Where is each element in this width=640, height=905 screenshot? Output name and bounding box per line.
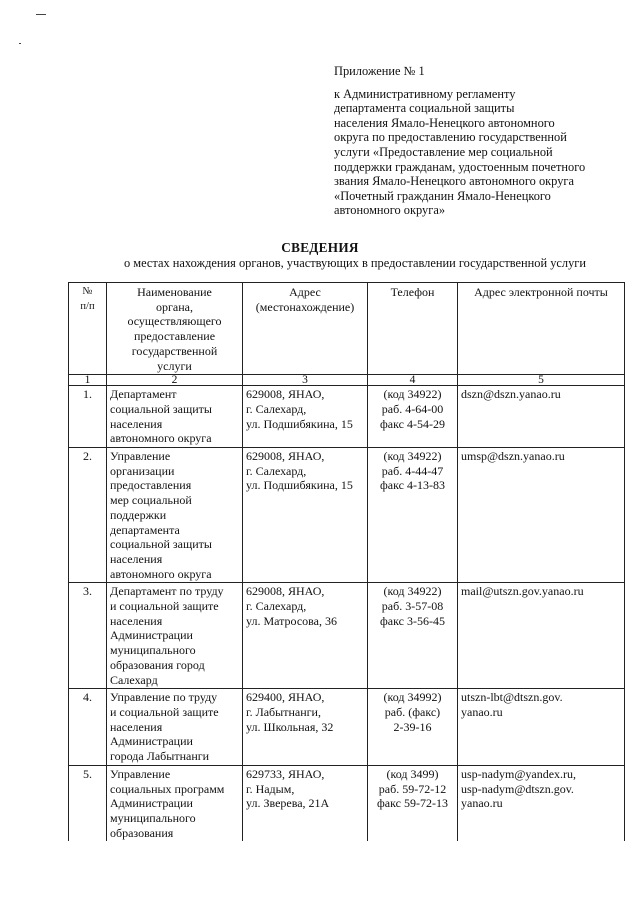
organ-address-line: ул. Школьная, 32 — [246, 719, 334, 734]
organ-phone-line: (код 34922) — [383, 449, 442, 464]
organ-name-line: населения — [110, 719, 163, 734]
organ-email — [458, 765, 625, 841]
table-row — [69, 386, 625, 448]
table-row — [69, 583, 625, 689]
header-line: услуги — [157, 358, 192, 373]
organ-name — [107, 583, 243, 689]
organ-email — [458, 386, 625, 448]
organ-email-line: utszn-lbt@dtszn.gov. — [461, 690, 563, 705]
header-line: государственной — [131, 343, 218, 358]
appendix-line: звания Ямало-Ненецкого автономного округа — [334, 174, 574, 189]
organ-name-line: автономного округа — [110, 431, 212, 446]
organ-phone-line: 2-39-16 — [393, 719, 432, 734]
organ-address-line: г. Салехард, — [246, 463, 307, 478]
organ-name-line: населения — [110, 416, 163, 431]
organ-phone-line: раб. 59-72-12 — [378, 781, 447, 796]
organ-name — [107, 448, 243, 583]
organ-phone-line: раб. 4-44-47 — [381, 463, 444, 478]
appendix-title: Приложение № 1 — [334, 64, 425, 78]
table-body — [69, 386, 625, 842]
organ-address-line: 629008, ЯНАО, — [246, 584, 325, 599]
row-number-line: 3. — [83, 584, 92, 599]
organ-phone-line: (код 34922) — [383, 584, 442, 599]
organ-name-line: населения — [110, 551, 163, 566]
header-line: Наименование — [137, 285, 212, 299]
organ-email-line: usp-nadym@yandex.ru, — [461, 766, 577, 781]
organ-address-line: 629400, ЯНАО, — [246, 690, 325, 705]
organ-name-line: поддержки — [110, 507, 167, 522]
organ-address-line: ул. Зверева, 21А — [246, 796, 330, 811]
organ-address-line: ул. Подшибякина, 15 — [246, 478, 353, 493]
organ-address — [243, 583, 368, 689]
header-organ-name — [107, 283, 243, 375]
row-number-line: 4. — [83, 690, 92, 705]
organ-address — [243, 689, 368, 766]
header-line: Адрес — [289, 285, 321, 299]
organ-phone — [368, 765, 458, 841]
header-line: Телефон — [390, 285, 435, 299]
organ-name-line: Управление — [110, 766, 171, 781]
organ-phone-line: (код 34992) — [383, 690, 442, 705]
scan-mark — [19, 43, 21, 44]
organ-phone-line: раб. 3-57-08 — [381, 599, 444, 614]
organ-name-line: автономного округа — [110, 566, 212, 581]
organ-email-line: mail@utszn.gov.yanao.ru — [461, 584, 584, 599]
organ-phone-line: факс 59-72-13 — [377, 796, 448, 811]
appendix-line: населения Ямало-Ненецкого автономного — [334, 115, 555, 130]
header-address — [243, 283, 368, 375]
organ-email-line: usp-nadym@dtszn.gov. — [461, 781, 574, 796]
organ-name-line: Управление — [110, 449, 171, 464]
appendix-line: округа по предоставлению государственной — [334, 130, 567, 145]
organ-name-line: организации — [110, 463, 175, 478]
organ-email — [458, 689, 625, 766]
appendix-line: автономного округа» — [334, 203, 446, 218]
organ-name-line: образования — [110, 825, 174, 840]
organ-phone-line: раб. (факс) — [384, 704, 441, 719]
row-number — [69, 583, 107, 689]
header-phone — [368, 283, 458, 375]
row-number — [69, 689, 107, 766]
organ-email — [458, 583, 625, 689]
organ-name-line: и социальной защите — [110, 704, 219, 719]
column-number: 5 — [458, 375, 625, 386]
organ-name-line: предоставления — [110, 478, 192, 493]
organ-email — [458, 448, 625, 583]
organ-email-line: umsp@dszn.yanao.ru — [461, 449, 565, 464]
table-header-row — [69, 283, 625, 375]
organ-address — [243, 765, 368, 841]
appendix-line: к Административному регламенту — [334, 86, 516, 101]
header-line: предоставление — [133, 329, 216, 344]
organ-name-line: города Лабытнанги — [110, 749, 210, 764]
organ-name-line: Администрации — [110, 796, 193, 811]
header-line: п/п — [80, 300, 95, 312]
table-row — [69, 689, 625, 766]
table-row — [69, 765, 625, 841]
organ-phone-line: факс 4-54-29 — [380, 416, 445, 431]
organ-name-line: Салехард — [110, 672, 158, 687]
column-number: 2 — [107, 375, 243, 386]
organ-name-line: социальной защиты — [110, 537, 212, 552]
organ-phone-line: (код 34922) — [383, 387, 442, 402]
organ-name-line: Администрации — [110, 734, 193, 749]
column-number-row — [69, 375, 625, 386]
organ-address-line: 629733, ЯНАО, — [246, 766, 325, 781]
organ-name-line: населения — [110, 613, 163, 628]
row-number-line: 1. — [83, 387, 92, 402]
organ-name-line: социальной защиты — [110, 401, 212, 416]
header-line: (местонахождение) — [255, 299, 355, 314]
organ-name — [107, 689, 243, 766]
organ-name-line: образования город — [110, 657, 205, 672]
organ-name-line: департамента — [110, 522, 180, 537]
scan-mark — [36, 14, 46, 15]
row-number — [69, 386, 107, 448]
organ-phone-line: факс 4-13-83 — [380, 478, 445, 493]
header-number — [69, 283, 107, 375]
header-line: осуществляющего — [127, 314, 222, 329]
organ-address-line: г. Надым, — [246, 781, 295, 796]
organ-name-line: Департамент — [110, 387, 177, 402]
appendix-block — [334, 64, 604, 218]
row-number-line: 2. — [83, 449, 92, 464]
organ-address-line: ул. Подшибякина, 15 — [246, 416, 353, 431]
column-number: 1 — [69, 375, 107, 386]
organ-phone — [368, 386, 458, 448]
row-number — [69, 765, 107, 841]
organ-name-line: Департамент по труду — [110, 584, 224, 599]
organ-address — [243, 386, 368, 448]
header-email — [458, 283, 625, 375]
header-line: № — [82, 286, 93, 297]
appendix-line: департамента социальной защиты — [334, 101, 515, 116]
organ-phone-line: (код 3499) — [386, 766, 439, 781]
organ-name-line: Администрации — [110, 628, 193, 643]
appendix-line: услуги «Предоставление мер социальной — [334, 144, 553, 159]
organ-address-line: г. Салехард, — [246, 401, 307, 416]
organ-address-line: г. Лабытнанги, — [246, 704, 321, 719]
organ-phone-line: факс 3-56-45 — [380, 613, 445, 628]
document-heading: СВЕДЕНИЯ — [281, 240, 359, 255]
appendix-text — [334, 87, 604, 218]
organ-name-line: и социальной защите — [110, 599, 219, 614]
row-number — [69, 448, 107, 583]
organ-address-line: 629008, ЯНАО, — [246, 387, 325, 402]
row-number-line: 5. — [83, 766, 92, 781]
appendix-line: «Почетный гражданин Ямало-Ненецкого — [334, 188, 551, 203]
organ-name-line: Управление по труду — [110, 690, 218, 705]
column-number: 4 — [368, 375, 458, 386]
organ-email-line: yanao.ru — [461, 796, 503, 811]
header-line: органа, — [156, 299, 193, 314]
header-line: Адрес электронной почты — [474, 285, 608, 299]
organ-phone-line: раб. 4-64-00 — [381, 401, 444, 416]
organ-address-line: 629008, ЯНАО, — [246, 449, 325, 464]
document-subheading: о местах нахождения органов, участвующих в предоставлении государственной услуги — [123, 256, 587, 270]
organizations-table — [68, 282, 625, 841]
appendix-line: поддержки гражданам, удостоенным почетного — [334, 159, 586, 174]
organ-name — [107, 386, 243, 448]
organ-address-line: г. Салехард, — [246, 599, 307, 614]
organ-address — [243, 448, 368, 583]
organ-name-line: муниципального — [110, 810, 196, 825]
organ-phone — [368, 689, 458, 766]
organ-name-line: муниципального — [110, 643, 196, 658]
table-row — [69, 448, 625, 583]
organ-name-line: социальных программ — [110, 781, 225, 796]
organ-phone — [368, 583, 458, 689]
organ-address-line: ул. Матросова, 36 — [246, 613, 337, 628]
organ-email-line: yanao.ru — [461, 704, 503, 719]
organ-name-line: мер социальной — [110, 493, 192, 508]
organ-name — [107, 765, 243, 841]
column-number: 3 — [243, 375, 368, 386]
organ-phone — [368, 448, 458, 583]
organ-email-line: dszn@dszn.yanao.ru — [461, 387, 561, 402]
